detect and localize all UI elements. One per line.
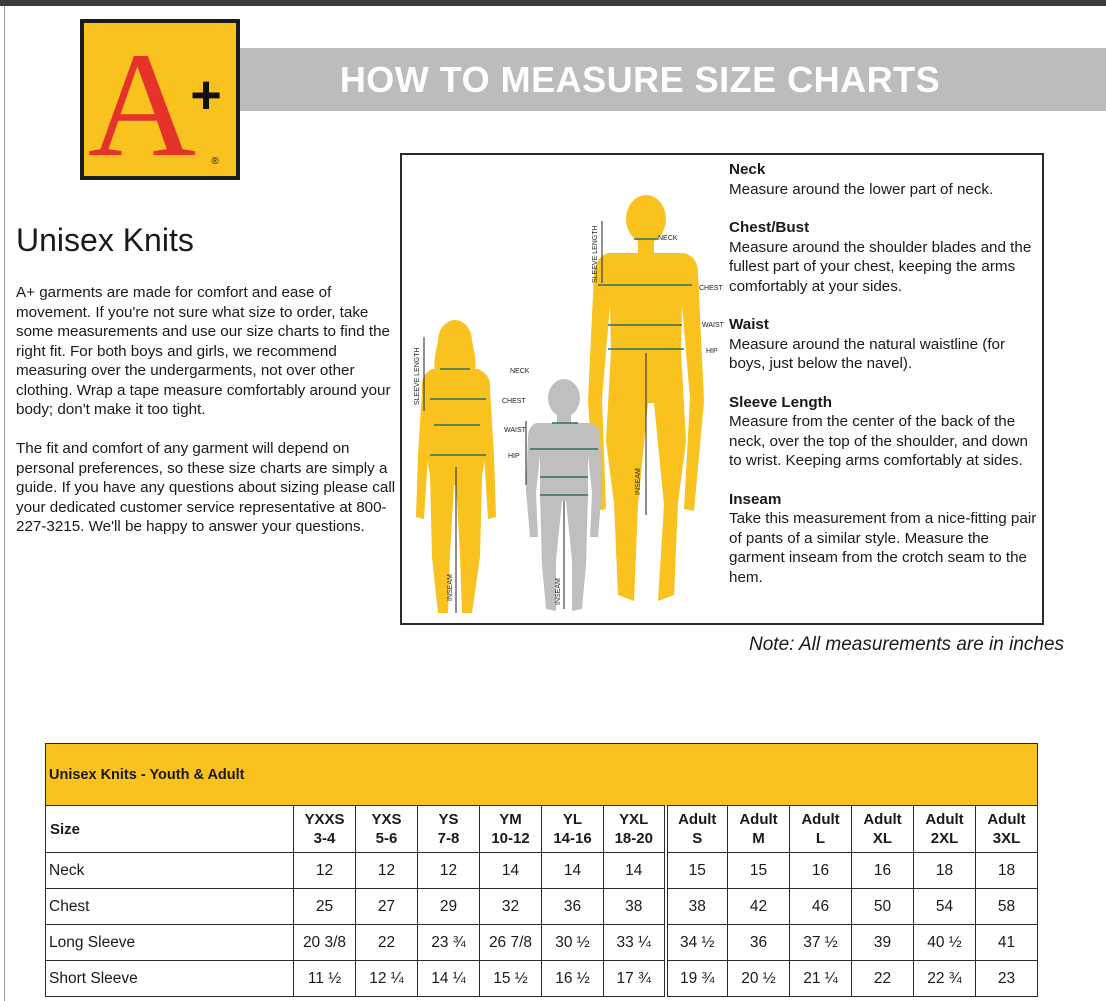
man-chest-label: CHEST <box>699 285 723 292</box>
table-cell: 32 <box>480 889 542 925</box>
table-cell: 34 ½ <box>666 925 728 961</box>
top-frame-bar <box>0 0 1106 6</box>
measurement-definitions <box>729 160 1044 587</box>
section-heading: Unisex Knits <box>16 222 194 258</box>
table-cell: 36 <box>728 925 790 961</box>
table-cell: 38 <box>666 889 728 925</box>
size-col-header: Adult L <box>790 806 852 853</box>
definition-neck <box>729 160 1044 199</box>
table-cell: 14 ¼ <box>418 961 480 997</box>
table-row-chest <box>46 889 1038 925</box>
table-cell: 16 <box>790 853 852 889</box>
definition-term: Sleeve Length <box>729 393 832 411</box>
definition-waist <box>729 315 1044 374</box>
size-col-header: YXL 18-20 <box>604 806 666 853</box>
table-cell: 29 <box>418 889 480 925</box>
table-cell: 20 3/8 <box>294 925 356 961</box>
table-cell: 50 <box>852 889 914 925</box>
definition-term: Inseam <box>729 490 782 508</box>
table-cell: 30 ½ <box>542 925 604 961</box>
table-cell: 58 <box>976 889 1038 925</box>
table-cell: 27 <box>356 889 418 925</box>
table-cell: 40 ½ <box>914 925 976 961</box>
aplus-logo <box>80 19 240 180</box>
table-cell: 16 <box>852 853 914 889</box>
definition-chest <box>729 218 1044 296</box>
table-cell: 39 <box>852 925 914 961</box>
table-cell: 19 ¾ <box>666 961 728 997</box>
table-cell: 37 ½ <box>790 925 852 961</box>
definition-term: Neck <box>729 161 766 178</box>
table-row-long-sleeve <box>46 925 1038 961</box>
definition-desc: Measure around the shoulder blades and the fullest part of your chest, keeping the arms comfortably at your sides. <box>729 238 1032 295</box>
definition-desc: Measure around the natural waistline (for boys, just below the navel). <box>729 335 1006 372</box>
size-col-header: YXXS 3-4 <box>294 806 356 853</box>
row-label: Short Sleeve <box>46 961 294 997</box>
table-cell: 22 <box>356 925 418 961</box>
man-neck-label: NECK <box>658 235 678 242</box>
logo-plus: + <box>190 65 222 125</box>
size-col-header: YL 14-16 <box>542 806 604 853</box>
woman-hip-label: HIP <box>508 453 520 460</box>
definition-sleeve <box>729 393 1044 471</box>
size-header: Size <box>46 806 294 853</box>
definition-inseam <box>729 490 1044 588</box>
left-frame-line <box>4 6 5 1001</box>
row-label: Chest <box>46 889 294 925</box>
table-cell: 15 ½ <box>480 961 542 997</box>
table-cell: 12 <box>418 853 480 889</box>
table-cell: 15 <box>728 853 790 889</box>
intro-paragraph-1: A+ garments are made for comfort and ease of movement. If you're not sure what size to order, take some measurements and use our size charts to find the right fit. For both boys and girls, we recommend measuring over the undergarments, not over other clothing. Wrap a tape measure comfortably around your body; don't make it too tight. <box>16 284 391 418</box>
definition-term: Waist <box>729 316 769 333</box>
woman-sleeve-label: SLEEVE LENGTH <box>414 347 421 405</box>
table-cell: 23 ¾ <box>418 925 480 961</box>
logo-registered: ® <box>211 156 219 167</box>
row-label: Neck <box>46 853 294 889</box>
table-cell: 54 <box>914 889 976 925</box>
table-cell: 16 ½ <box>542 961 604 997</box>
row-label: Long Sleeve <box>46 925 294 961</box>
table-cell: 22 ¾ <box>914 961 976 997</box>
child-inseam-label: INSEAM <box>555 578 562 605</box>
table-cell: 20 ½ <box>728 961 790 997</box>
table-cell: 23 <box>976 961 1038 997</box>
size-chart-table <box>45 743 1038 997</box>
table-cell: 17 ¾ <box>604 961 666 997</box>
size-col-header: YXS 5-6 <box>356 806 418 853</box>
table-cell: 12 <box>356 853 418 889</box>
size-col-header: Adult M <box>728 806 790 853</box>
table-cell: 12 ¼ <box>356 961 418 997</box>
table-cell: 14 <box>480 853 542 889</box>
woman-inseam-label: INSEAM <box>447 574 454 601</box>
table-row-short-sleeve <box>46 961 1038 997</box>
measurement-note: Note: All measurements are in inches <box>749 634 1065 655</box>
table-row-neck <box>46 853 1038 889</box>
table-cell: 15 <box>666 853 728 889</box>
intro-paragraph-2: The fit and comfort of any garment will depend on personal preferences, so these size charts are simply a guide. If you have any questions about sizing please call your dedicated customer service representative at 800-227-3215. We'll be happy to answer your questions. <box>16 440 396 535</box>
definition-desc: Measure from the center of the back of the neck, over the top of the shoulder, and down to wrist. Keeping arms comfortably at sides. <box>729 413 1028 469</box>
man-inseam-label: INSEAM <box>635 468 642 495</box>
table-cell: 18 <box>976 853 1038 889</box>
woman-chest-label: CHEST <box>502 398 526 405</box>
size-col-header: Adult XL <box>852 806 914 853</box>
definition-desc: Measure around the lower part of neck. <box>729 180 994 198</box>
table-cell: 36 <box>542 889 604 925</box>
definition-term: Chest/Bust <box>729 219 810 236</box>
table-cell: 46 <box>790 889 852 925</box>
table-cell: 12 <box>294 853 356 889</box>
table-cell: 38 <box>604 889 666 925</box>
table-cell: 42 <box>728 889 790 925</box>
size-col-header: Adult 3XL <box>976 806 1038 853</box>
man-sleeve-label: SLEEVE LENGTH <box>592 225 599 283</box>
table-cell: 26 7/8 <box>480 925 542 961</box>
table-cell: 22 <box>852 961 914 997</box>
size-col-header: YS 7-8 <box>418 806 480 853</box>
size-col-header: YM 10-12 <box>480 806 542 853</box>
table-cell: 25 <box>294 889 356 925</box>
logo-letter: A <box>87 23 197 176</box>
table-cell: 18 <box>914 853 976 889</box>
logo-background <box>84 23 236 176</box>
page-title: HOW TO MEASURE SIZE CHARTS <box>339 59 941 100</box>
table-cell: 14 <box>542 853 604 889</box>
size-col-header: Adult 2XL <box>914 806 976 853</box>
size-col-header: Adult S <box>666 806 728 853</box>
table-cell: 11 ½ <box>294 961 356 997</box>
table-cell: 41 <box>976 925 1038 961</box>
table-title: Unisex Knits - Youth & Adult <box>46 744 1038 806</box>
table-cell: 14 <box>604 853 666 889</box>
woman-neck-label: NECK <box>510 368 530 375</box>
woman-waist-label: WAIST <box>504 427 526 434</box>
table-header-row <box>46 806 1038 853</box>
table-cell: 21 ¼ <box>790 961 852 997</box>
man-waist-label: WAIST <box>702 322 724 329</box>
table-cell: 33 ¼ <box>604 925 666 961</box>
man-hip-label: HIP <box>706 348 718 355</box>
definition-desc: Take this measurement from a nice-fitting pair of pants of a similar style. Measure the garment inseam from the crotch seam to the hem. <box>729 510 1037 586</box>
logo-mark <box>84 23 236 176</box>
